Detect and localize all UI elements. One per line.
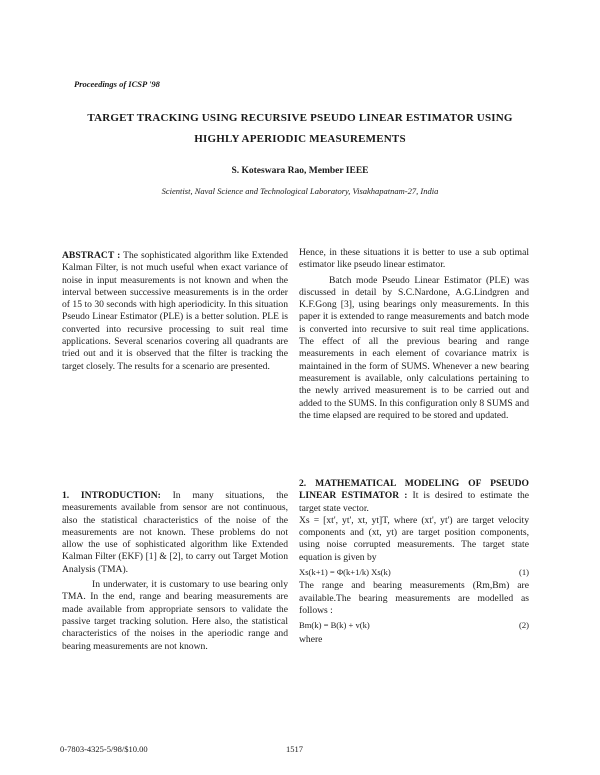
introduction-para-1: In many situations, the measurements available from sensor are not continuous, also the statistical characteristics of the noise of the measurements are not known. These problems do not allow the use of sophisticated algorithm like Extended Kalman Filter (EKF) [1] & [2], to carry out Target Motion Analysis (TMA). — [62, 490, 288, 575]
section-2-block — [299, 478, 529, 646]
page-number: 1517 — [286, 744, 303, 754]
right-para-2: Batch mode Pseudo Linear Estimator (PLE) was discussed in detail by S.C.Nardone, A.G.Lindgren and K.F.Gong [3], using bearings only measurements. In this paper it is extended to range measurements and batch mode is converted into recursive to suit real time applications. The effect of all the previous bearing and range measurements in each element of covariance matrix is maintained in the form of SUMS. Whenever a new bearing measurement is available, only calculations pertaining to the newly arrived measurement is to be carried out and added to the SUMS. In this configuration only 8 SUMS and the time elapsed are required to be stored and updated. — [299, 274, 529, 421]
equation-1-number: (1) — [518, 567, 529, 578]
equation-2-number: (2) — [518, 620, 529, 631]
author-affiliation: Scientist, Naval Science and Technological Laboratory, Visakhapatnam-27, India — [161, 186, 439, 196]
paper-title-line-2: HIGHLY APERIODIC MEASUREMENTS — [194, 133, 406, 145]
equation-2 — [299, 619, 529, 631]
abstract-block — [62, 250, 288, 373]
abstract-label: ABSTRACT : — [62, 250, 121, 261]
paper-title-line-1: TARGET TRACKING USING RECURSIVE PSEUDO LINEAR ESTIMATOR USING — [87, 112, 513, 124]
section-2-label: 2. MATHEMATICAL MODELING OF PSEUDO LINEAR ESTIMATOR : — [299, 478, 529, 502]
equation-1 — [299, 566, 529, 578]
footer-copyright-code: 0-7803-4325-5/98/$10.00 — [60, 744, 148, 754]
state-vector-text: Xs = [xt', yt', xt, yt]T, where (xt', yt') are target velocity components and (xt, yt) are target position components, using noise corrupted measurements. The target state equation is given by — [299, 514, 529, 563]
right-column-intro-continued — [299, 247, 529, 422]
introduction-block — [62, 490, 288, 653]
proceedings-header: Proceedings of ICSP '98 — [74, 79, 160, 89]
where-text: where — [299, 633, 323, 645]
abstract-text: The sophisticated algorithm like Extended Kalman Filter, is not much useful when exact variance of noise in input measurements is not known and when the interval between successive measurements is in the order of 15 to 30 seconds with high aperiodicity. In this situation Pseudo Linear Estimator (PLE) is a better solution. PLE is converted into recursive processing to suit real time applications. Several scenarios covering all quadrants are tried out and it is observed that the filter is tracking the target closely. The results for a scenario are presented. — [62, 250, 288, 372]
section-2-text-2: The range and bearing measurements (Rm,Bm) are available.The bearing measurements are modelled as follows : — [299, 580, 529, 616]
introduction-para-2: In underwater, it is customary to use bearing only TMA. In the end, range and bearing measurements are made available from appropriate sensors to validate the passive target tracking solution. Here also, the statistical characteristics of the noises in the aperiodic range and bearing measurements are not known. — [62, 579, 288, 652]
equation-2-body: Bm(k) = B(k) + v(k) — [299, 620, 370, 631]
introduction-label: 1. INTRODUCTION: — [62, 490, 161, 501]
author-name: S. Koteswara Rao, Member IEEE — [231, 166, 369, 176]
section-2-text-1: It is desired to estimate the target state vector. — [299, 490, 529, 514]
equation-1-body: Xs(k+1) = Φ(k+1/k) Xs(k) — [299, 567, 391, 578]
right-para-1: Hence, in these situations it is better to use a sub optimal estimator like pseudo linear estimator. — [299, 247, 529, 271]
